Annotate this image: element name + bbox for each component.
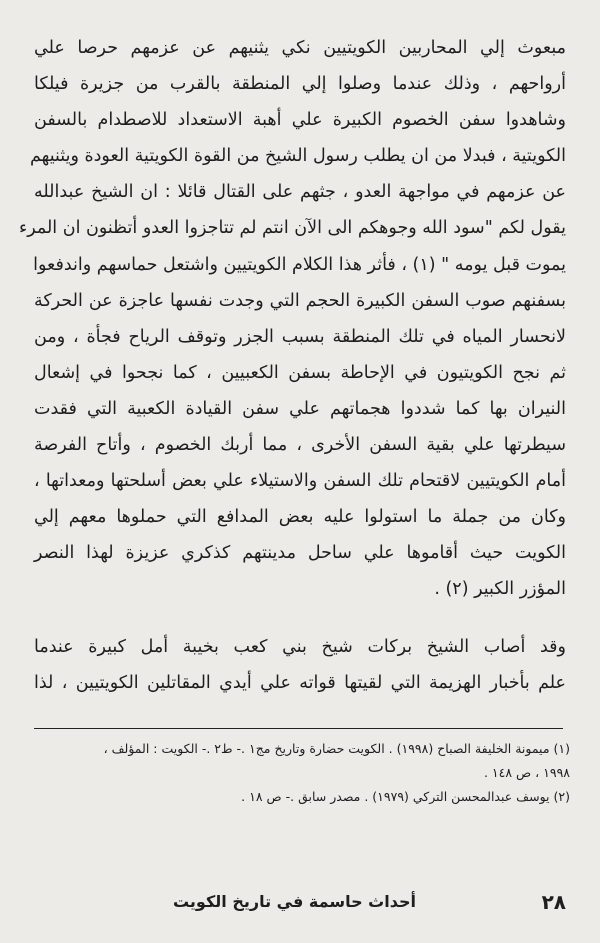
text-line: ثم نجح الكويتيون في الإحاطة بسفن الكعبيين ، كما نجحوا في إشعال xyxy=(34,362,566,383)
footnote-2: (٢) يوسف عبدالمحسن التركي (١٩٧٩) . مصدر سابق .- ص ١٨ . xyxy=(241,789,570,804)
text-line: وشاهدوا سفن الخصوم الكبيرة علي أهبة الاستعداد للاصطدام بالسفن xyxy=(34,110,566,131)
text-line: الكويت حيث أقاموها علي ساحل مدينتهم كذكري عزيزة لهذا النصر xyxy=(34,543,566,564)
footnote-divider xyxy=(34,728,563,729)
text-line: سيطرتها علي بقية السفن الأخرى ، مما أربك الخصوم ، وأتاح الفرصة xyxy=(34,435,566,456)
page-number: ٢٨ xyxy=(541,890,566,914)
text-line: عن عزمهم في مواجهة العدو ، جثهم على القتال قائلا : ان الشيخ عبدالله xyxy=(34,182,566,203)
text-line: وكان من جملة ما استولوا عليه بعض المدافع التي حملوها معهم إلي xyxy=(34,507,566,528)
text-line: بسفنهم صوب السفن الكبيرة الحجم التي وجدت نفسها عاجزة عن الحركة xyxy=(34,290,566,311)
text-line: مبعوث إلي المحاربين الكويتيين نكي يثنيهم عن عزمهم حرصا علي xyxy=(34,38,566,58)
page-footer xyxy=(30,890,566,920)
text-line: المؤزر الكبير (٢) . xyxy=(434,579,566,600)
text-line: أمام الكويتيين لاقتحام تلك السفن والاستيلاء علي بعض أسلحتها ومعداتها ، xyxy=(34,471,566,492)
paragraph-gap xyxy=(34,608,566,629)
body-text xyxy=(18,30,566,701)
text-line: علم بأخبار الهزيمة التي لقيتها قواته علي أيدي المقاتلين الكويتيين ، لذا xyxy=(34,672,566,693)
text-line: يقول لكم "سود الله وجوهكم الى الآن انتم لم تتاجزوا العدو أتظنون ان المرء xyxy=(18,218,566,239)
text-line: الكويتية ، فبدلا من ان يطلب رسول الشيخ من القوة الكويتية العودة ويثنيهم xyxy=(30,146,566,167)
text-line: النيران بها كما شددوا هجماتهم علي سفن القيادة الكعبية التي فقدت xyxy=(34,398,566,419)
text-line: لانحسار المياه في تلك المنطقة بسبب الجزر وتوقف الرياح فجأة ، ومن xyxy=(34,326,566,347)
text-line: يموت قبل يومه " (١) ، فأثر هذا الكلام الكويتيين واشتعل حماسهم واندفعوا xyxy=(33,254,566,275)
running-title: أحداث حاسمة في تاريخ الكويت xyxy=(172,892,416,911)
footnote-1-continuation: ١٩٩٨ ، ص ١٤٨ . xyxy=(483,765,570,780)
text-line: أرواحهم ، وذلك عندما وصلوا إلي المنطقة بالقرب من جزيرة فيلكا xyxy=(34,74,566,95)
text-line: وقد أصاب الشيخ بركات شيخ بني كعب بخيبة أمل كبيرة عندما xyxy=(34,636,566,657)
footnotes xyxy=(34,737,570,809)
footnote-1: (١) ميمونة الخليفة الصباح (١٩٩٨) . الكويت حضارة وتاريخ مج١ .- ط٢ .- الكويت : المؤلف ، xyxy=(103,741,570,756)
